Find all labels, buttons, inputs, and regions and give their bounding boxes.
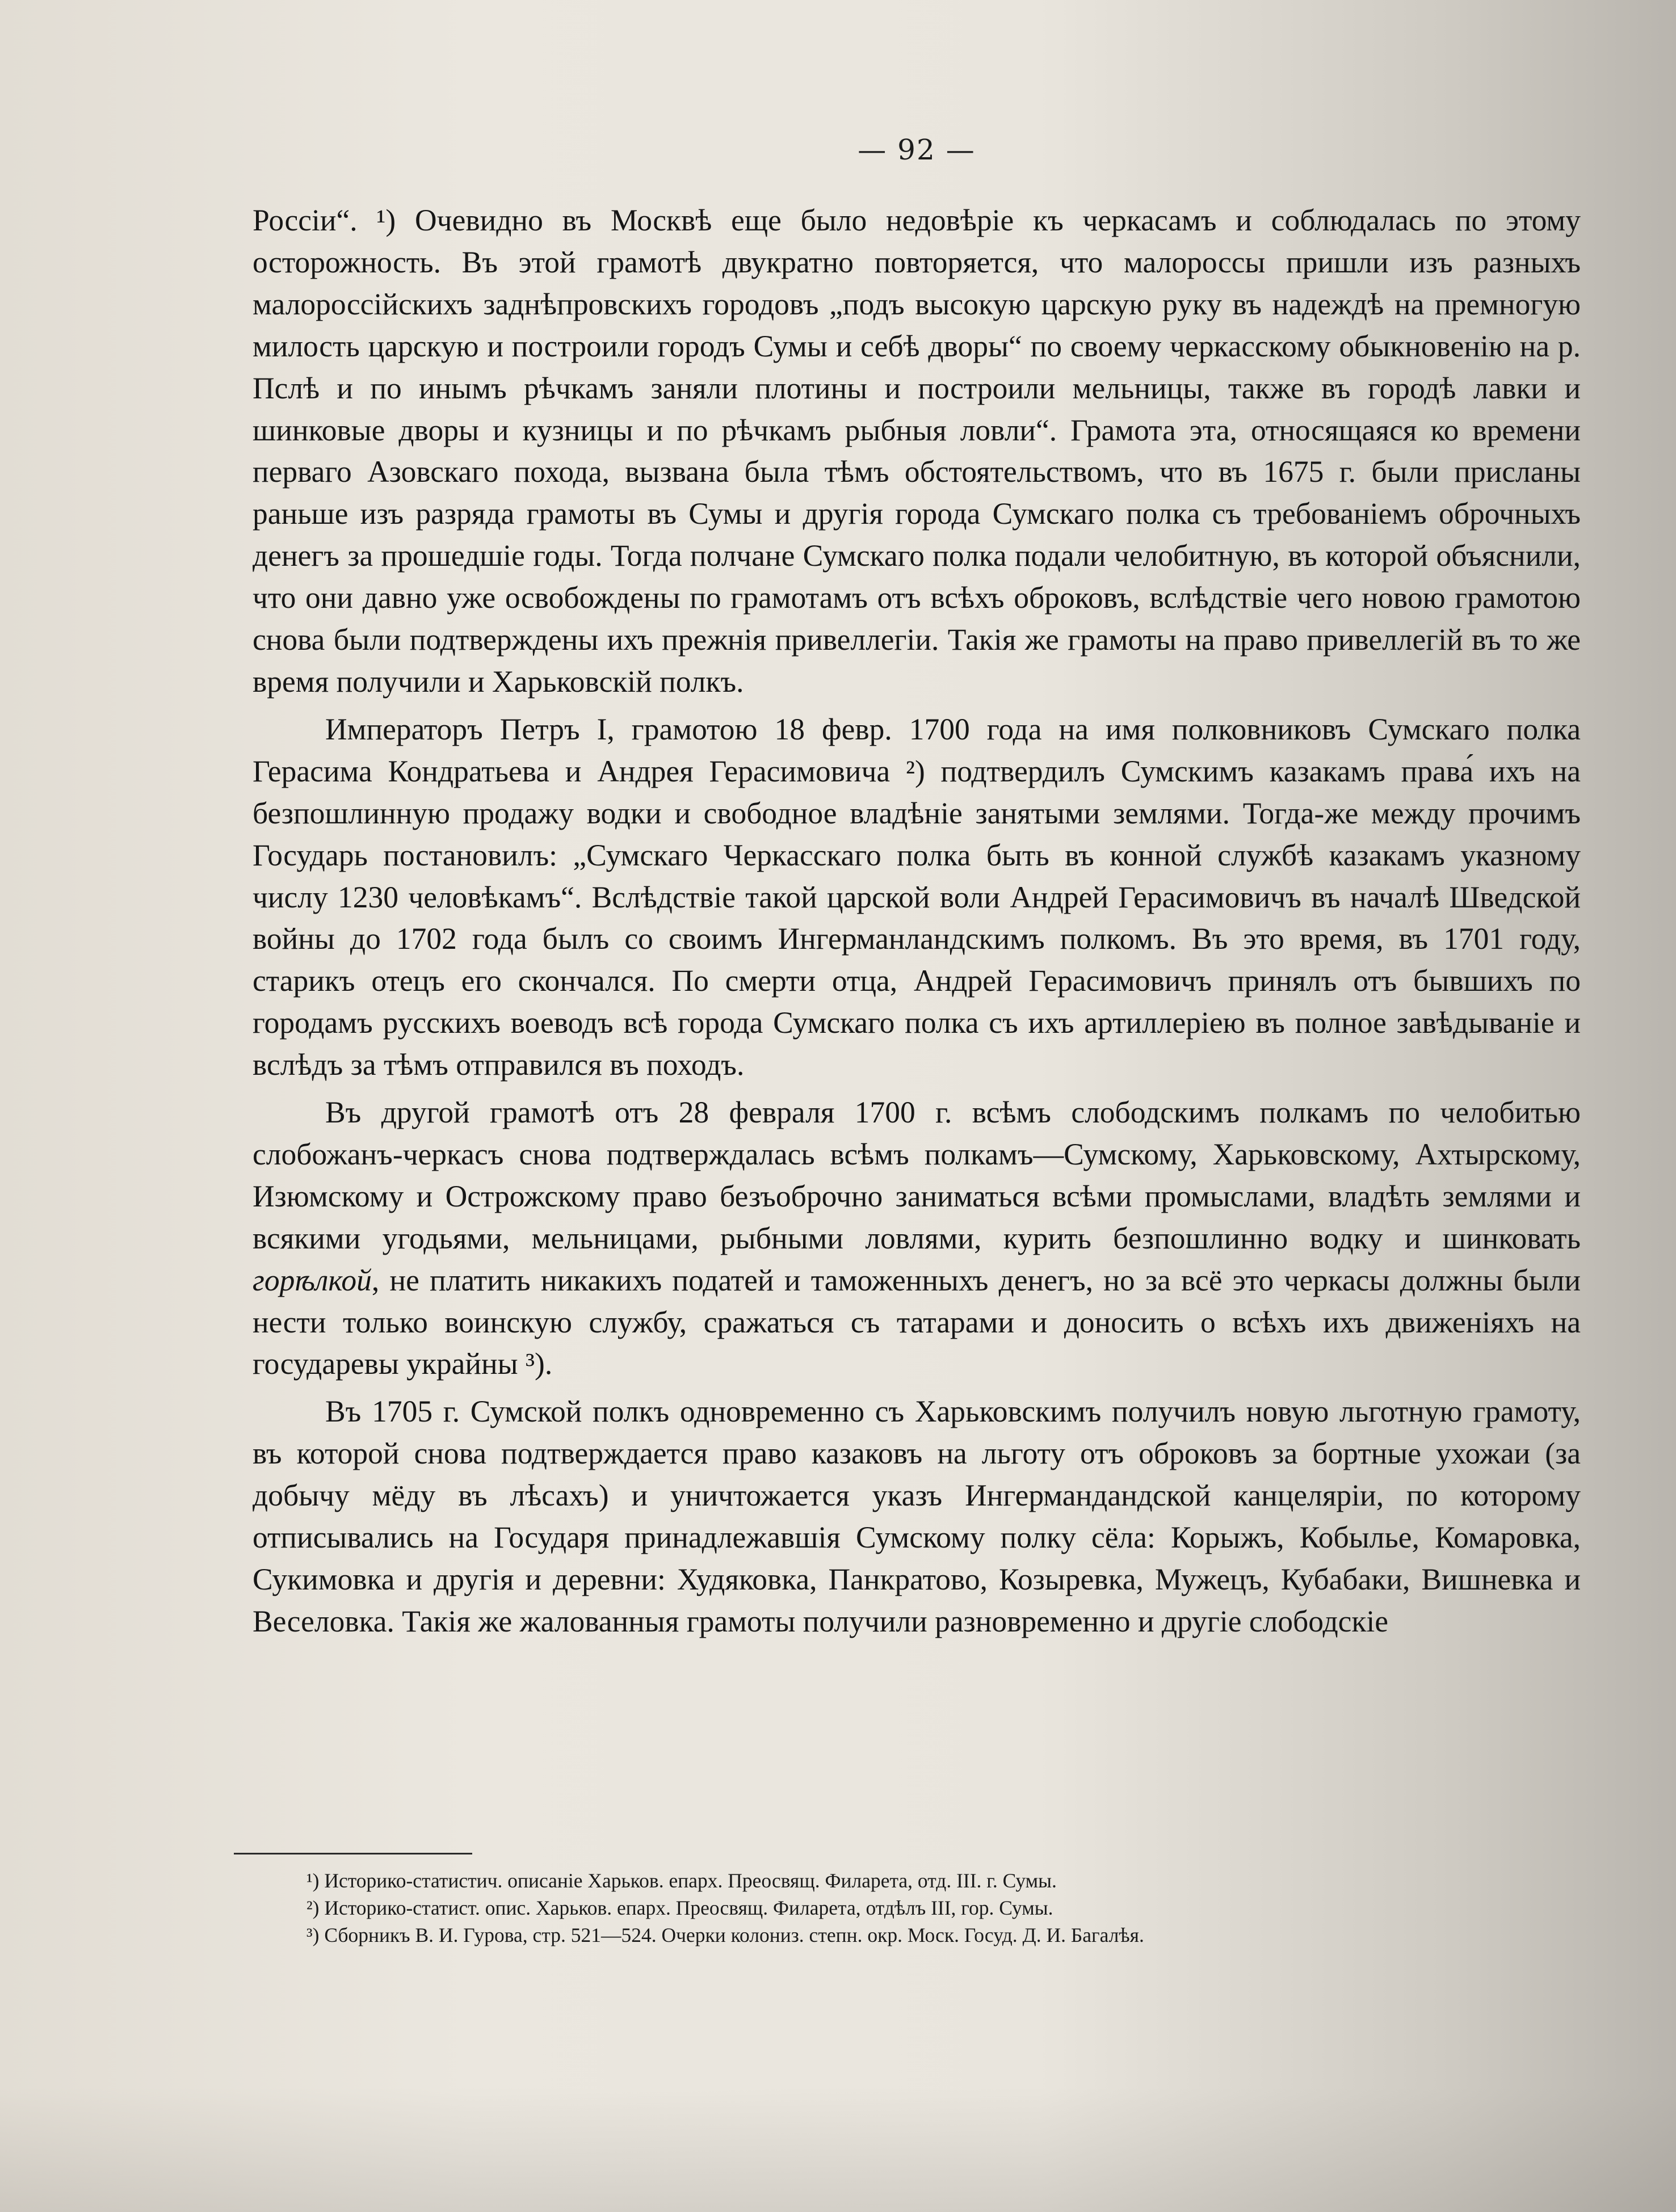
page-shadow	[0, 2087, 1676, 2212]
paragraph-text: Россiи“. ¹) Очевидно въ Москвѣ еще было недовѣрiе къ черкасамъ и соблюдалась по этому осторожность. Въ этой грамотѣ двукратно повторяется, что малороссы пришли изъ разныхъ малороссiйскихъ заднѣпровскихъ городовъ „подъ высокую царскую руку въ надеждѣ на премногую милость царскую и построили городъ Сумы и себѣ дворы“ по своему черкасскому обыкновенiю на р. Пслѣ и по инымъ рѣчкамъ заняли плотины и построили мельницы, также въ городѣ лавки и шинковые дворы и кузницы и по рѣчкамъ рыбныя ловли“. Грамота эта, относящаяся ко времени перваго Азовскаго похода, вызвана была тѣмъ обстоятельствомъ, что въ 1675 г. были присланы раньше изъ разряда грамоты въ Сумы и другiя города Сумскаго полка съ требованiемъ оброчныхъ денегъ за прошедшiе годы. Тогда полчане Сумскаго полка подали челобитную, въ которой объяснили, что они давно уже освобождены по грамотамъ отъ всѣхъ оброковъ, вслѣдствiе чего новою грамотою снова были подтверждены ихъ прежнiя привеллегiи. Такiя же грамоты на право привеллегiй въ то же время получили и Харьковскiй полкъ.	[253, 203, 1581, 699]
italic-word: горѣлкой	[253, 1263, 372, 1297]
paragraph-text: Въ 1705 г. Сумской полкъ одновременно съ Харьковскимъ получилъ новую льготную грамоту, въ которой снова подтверждается право казаковъ на льготу отъ оброковъ за бортные ухожаи (за добычу мёду въ лѣсахъ) и уничтожается указъ Ингермандандской канцелярiи, по которому отписывались на Государя принадлежавшiя Сумскому полку сёла: Корыжъ, Кобылье, Комаровка, Сукимовка и другiя и деревни: Худяковка, Панкратово, Козыревка, Мужецъ, Кубабаки, Вишневка и Веселовка. Такiя же жалованныя грамоты получили разновременно и другiе слободскiе	[253, 1394, 1581, 1638]
footnote: ²) Историко-статист. опис. Харьков. епарх. Преосвящ. Филарета, отдѣлъ III, гор. Сумы.	[306, 1896, 1053, 1919]
footnote: ¹) Историко-статистич. описанiе Харьков. епарх. Преосвящ. Филарета, отд. III. г. Сумы.	[306, 1869, 1057, 1892]
paragraph-text: Въ другой грамотѣ отъ 28 февраля 1700 г. всѣмъ слободскимъ полкамъ по челобитью слобожанъ-черкасъ снова подтверждалась всѣмъ полкамъ—Сумскому, Харьковскому, Ахтырскому, Изюмскому и Острожскому право безъоброчно заниматься всѣми промыслами, владѣть землями и всякими угодьями, мельницами, рыбными ловлями, курить безпошлинно водку и шинковать	[253, 1095, 1581, 1255]
footnotes	[306, 1867, 1612, 1949]
main-text	[253, 200, 1581, 1649]
footnote-divider	[234, 1853, 472, 1854]
paragraph	[253, 709, 1581, 1086]
paragraph	[253, 1391, 1581, 1642]
paragraph-text: Императоръ Петръ I, грамотою 18 февр. 1700 года на имя полковниковъ Сумскаго полка Герасима Кондратьева и Андрея Герасимовича ²) подтвердилъ Сумскимъ казакамъ права́ ихъ на безпошлинную продажу водки и свободное владѣнiе занятыми землями. Тогда-же между прочимъ Государь постановилъ: „Сумскаго Черкасскаго полка быть въ конной службѣ казакамъ указному числу 1230 человѣкамъ“. Вслѣдствiе такой царской воли Андрей Герасимовичъ въ началѣ Шведской войны до 1702 года былъ со своимъ Ингерманландскимъ полкомъ. Въ это время, въ 1701 году, старикъ отецъ его скончался. По смерти отца, Андрей Герасимовичъ принялъ отъ бывшихъ по городамъ русскихъ воеводъ всѣ города Сумскаго полка съ ихъ артиллерiею въ полное завѣдыванiе и вслѣдъ за тѣмъ отправился въ походъ.	[253, 712, 1581, 1082]
footnote: ³) Сборникъ В. И. Гурова, стр. 521—524. Очерки колониз. степн. окр. Моск. Госуд. Д. И. Багалѣя.	[306, 1924, 1144, 1946]
paragraph-text: , не платить никакихъ податей и таможенныхъ денегъ, но за всё это черкасы должны были нести только воинскую службу, сражаться съ татарами и доносить о всѣхъ ихъ движенiяхъ на государевы украйны ³).	[253, 1263, 1581, 1381]
page-number: — 92 —	[858, 133, 976, 166]
paragraph	[253, 200, 1581, 703]
paragraph	[253, 1092, 1581, 1385]
